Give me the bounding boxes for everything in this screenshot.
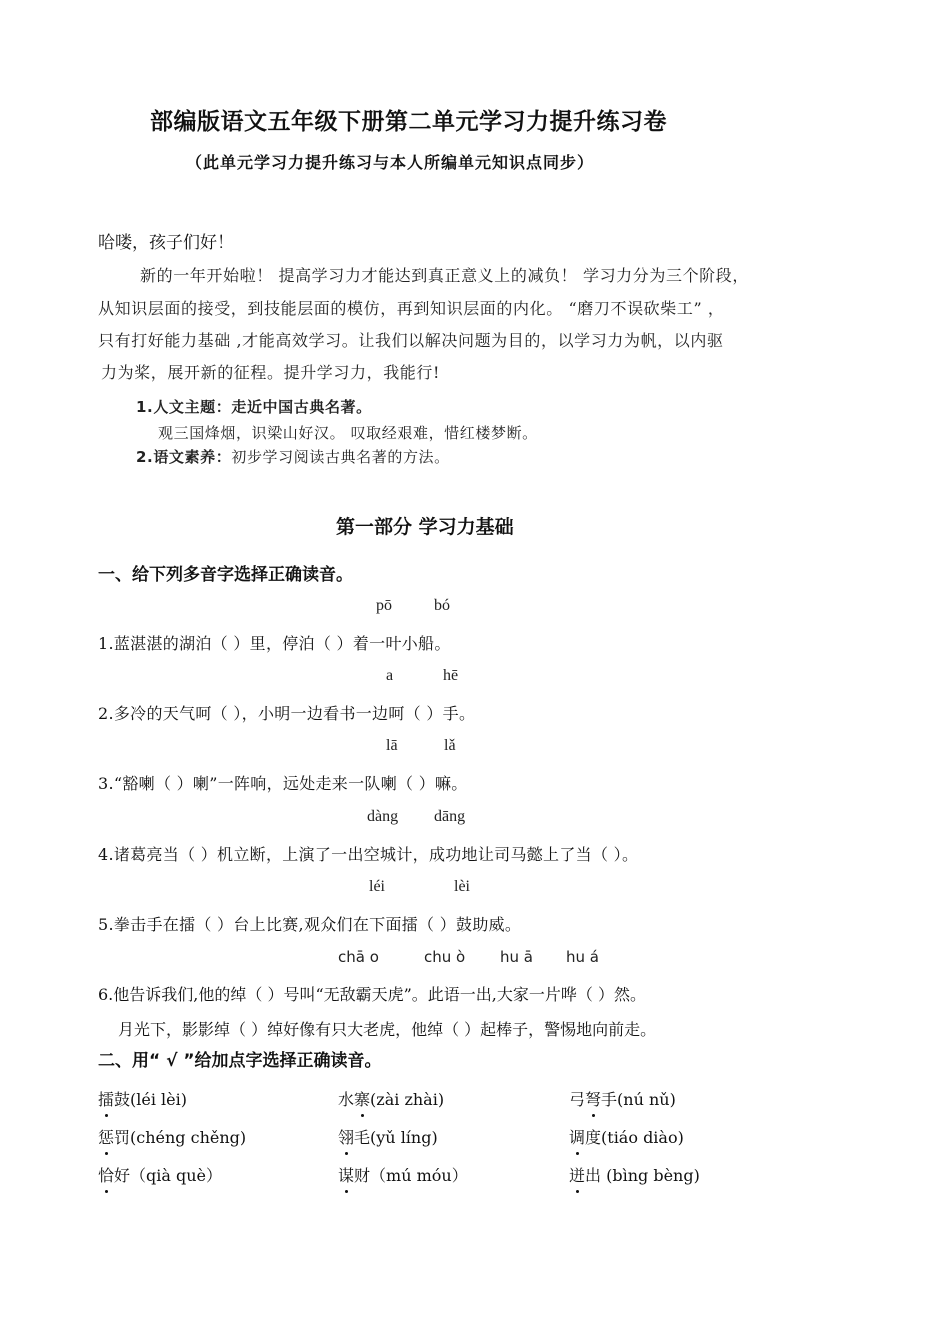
grid-item-rest: 鼓(léi lèi) [114, 1090, 187, 1109]
pinyin: dàng [367, 808, 399, 825]
grid-item [569, 1087, 676, 1110]
page-title: 部编版语文五年级下册第二单元学习力提升练习卷 [150, 109, 667, 135]
dotted-char: 擂 [98, 1087, 114, 1110]
dotted-char: 迸 [569, 1163, 585, 1186]
dotted-char: 翎 [338, 1125, 354, 1148]
theme-detail: 观三国烽烟，识梁山好汉。 叹取经艰难，惜红楼梦断。 [158, 424, 538, 442]
grid-item [338, 1125, 438, 1148]
pinyin: léi [369, 878, 385, 895]
literacy-value: 初步学习阅读古典名著的方法。 [231, 448, 450, 466]
dotted-char: 恰 [98, 1163, 114, 1186]
grid-item-rest: 出 (bìng bèng) [585, 1166, 700, 1185]
pinyin: hē [443, 667, 459, 684]
grid-item-rest: 财（mú móu） [354, 1166, 468, 1185]
grid-item-pre: 弓 [569, 1090, 586, 1109]
dotted-char: 寨 [354, 1087, 370, 1110]
intro-line-3: 只有打好能力基础 ,才能高效学习。让我们以解决问题为目的，以学习力为帆，以内驱 [98, 331, 724, 350]
pinyin: bó [434, 597, 450, 614]
literacy-label: 2.语文素养： [136, 448, 232, 466]
part-title: 第一部分 学习力基础 [336, 516, 514, 538]
grid-item-rest: (zài zhài) [370, 1090, 445, 1109]
theme-value: 走近中国古典名著。 [231, 398, 372, 416]
dotted-char: 弩 [585, 1087, 601, 1110]
pinyin: pō [376, 597, 392, 614]
pinyin: chā o [338, 948, 379, 966]
pinyin: lèi [454, 878, 470, 895]
grid-item-pre: 水 [338, 1090, 355, 1109]
intro-line-2: 从知识层面的接受，到技能层面的模仿，再到知识层面的内化。 “磨刀不误砍柴工” ， [98, 299, 725, 318]
intro-line-4: 力为桨，展开新的征程。提升学习力，我能行! [101, 363, 441, 382]
pinyin: hu ā [500, 948, 533, 966]
grid-item [569, 1125, 684, 1148]
grid-item [98, 1163, 222, 1186]
dotted-char: 谋 [338, 1163, 354, 1186]
theme-label: 1.人文主题： [136, 398, 232, 416]
section-1-title: 一、给下列多音字选择正确读音。 [98, 565, 353, 585]
greeting: 哈喽，孩子们好！ [98, 233, 234, 253]
literacy-line [136, 446, 450, 467]
grid-item [338, 1087, 444, 1110]
pinyin: hu á [566, 948, 599, 966]
section-2-title: 二、用“ √ ”给加点字选择正确读音。 [98, 1051, 382, 1071]
grid-item [98, 1087, 187, 1110]
grid-item [569, 1163, 700, 1186]
dotted-char: 调 [569, 1125, 585, 1148]
grid-item-rest: 毛(yǔ líng) [354, 1128, 438, 1147]
intro-line-1: 新的一年开始啦！ 提高学习力才能达到真正意义上的减负！ 学习力分为三个阶段， [140, 266, 749, 285]
grid-item [338, 1163, 468, 1186]
question-6-line-2: 月光下，影影绰（ ）绰好像有只大老虎，他绰（ ）起棒子，警惕地向前走。 [118, 1020, 657, 1039]
page-subtitle: （此单元学习力提升练习与本人所编单元知识点同步） [186, 153, 595, 172]
grid-item-rest: 手(nú nǔ) [601, 1090, 676, 1109]
pinyin: a [386, 667, 394, 684]
pinyin: lā [386, 737, 398, 754]
grid-item-rest: 好（qià què） [114, 1166, 223, 1185]
question-2: 2.多冷的天气呵（ ），小明一边看书一边呵（ ）手。 [98, 704, 476, 723]
pinyin: dāng [434, 808, 466, 825]
question-4: 4.诸葛亮当（ ）机立断，上演了一出空城计，成功地让司马懿上了当（ ）。 [98, 845, 639, 864]
theme-line [136, 396, 372, 417]
pinyin: lǎ [444, 737, 456, 754]
question-1: 1.蓝湛湛的湖泊（ ）里，停泊（ ）着一叶小船。 [98, 634, 451, 653]
grid-item [98, 1125, 246, 1148]
grid-item-rest: 罚(chéng chěng) [114, 1128, 247, 1147]
question-6: 6.他告诉我们,他的绰（ ）号叫“无敌霸天虎”。此语一出,大家一片哗（ ）然。 [98, 985, 646, 1004]
pinyin: chu ò [424, 948, 466, 966]
question-3: 3.“豁喇（ ）喇”一阵响，远处走来一队喇（ ）嘛。 [98, 774, 468, 793]
grid-item-rest: 度(tiáo diào) [585, 1128, 684, 1147]
dotted-char: 惩 [98, 1125, 114, 1148]
question-5: 5.拳击手在擂（ ）台上比赛,观众们在下面擂（ ）鼓助威。 [98, 915, 522, 934]
